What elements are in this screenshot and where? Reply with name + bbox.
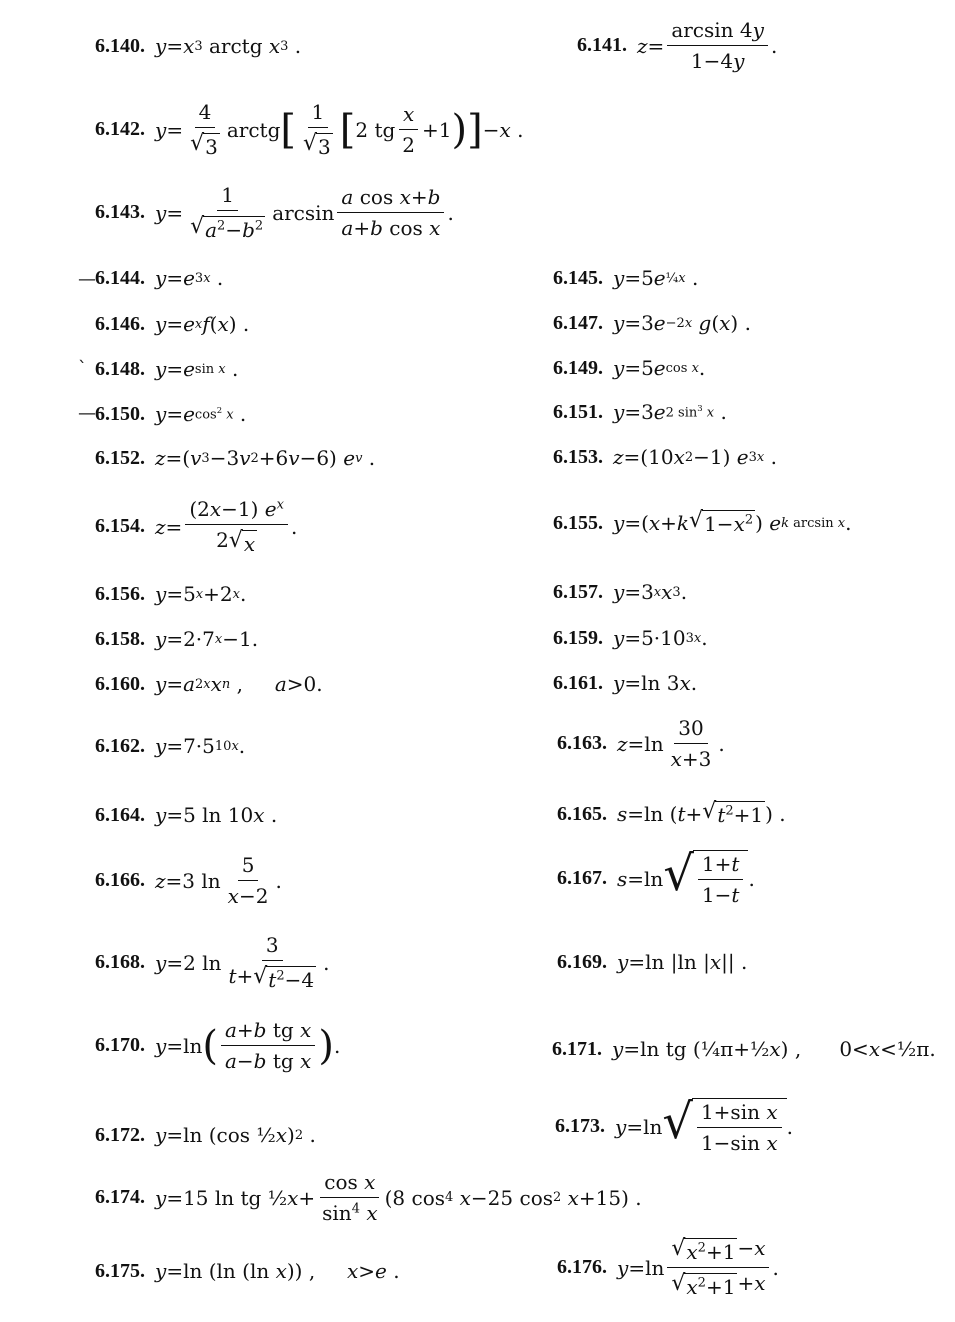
- problem-number: 6.173.: [555, 1115, 605, 1137]
- problem-number: 6.158.: [95, 627, 145, 650]
- problem-6-165: 6.165. s =ln ( t + √ $t^2+1$ ) .: [557, 799, 786, 827]
- problem-6-160: 6.160. y = a 2x x n , a >0.: [95, 672, 323, 696]
- problem-6-148: 6.148. y = e sin x .: [95, 357, 239, 381]
- problem-6-154: 6.154. z = (2x−1) $e^x$ 2 √ x .: [95, 497, 298, 556]
- problem-number: 6.156.: [95, 582, 145, 605]
- problem-number: 6.176.: [557, 1256, 607, 1278]
- problem-6-142: 6.142. y = 4 √ 3 arctg [ 1 √ 3 [ 2 tg $\frac{x}{2}$ +1 ) ] − x .: [95, 100, 524, 159]
- problem-6-147: 6.147. y =3 e −2x g ( x ) .: [553, 311, 751, 335]
- problem-number: 6.162.: [95, 734, 145, 757]
- problem-6-151: 6.151. y =3 e 2 $\sin^3 x$ .: [553, 400, 727, 424]
- problem-6-144: 6.144. y = e 3x .: [95, 266, 224, 290]
- problem-6-159: 6.159. y =5·10 3x .: [553, 626, 708, 650]
- problem-number: 6.165.: [557, 802, 607, 825]
- problem-number: 6.166.: [95, 869, 145, 891]
- problem-6-143: 6.143. y = 1 √ $a^2-b^2$ arcsin $\frac{\text{a cos x+b}}{\text{a+b cos x}}$ .: [95, 183, 454, 242]
- problem-number: 6.172.: [95, 1123, 145, 1146]
- problem-6-164: 6.164. y =5 ln 10 x .: [95, 803, 278, 827]
- problem-number: 6.171.: [552, 1037, 602, 1060]
- problem-6-161: 6.161. y =ln 3 x .: [553, 671, 698, 695]
- pencil-mark-icon: —: [78, 403, 96, 424]
- problem-6-141: 6.141. z = $\frac{\arcsin 4y}{1-4y}$ .: [577, 18, 778, 73]
- problem-number: 6.174.: [95, 1186, 145, 1208]
- problem-6-150: 6.150. y = e $\cos^2 x$ .: [95, 402, 247, 426]
- problem-6-166: 6.166. z =3 ln $\frac{5}{x-2}$ .: [95, 853, 282, 908]
- problem-6-175: 6.175. y =ln (ln (ln x )) , x > e .: [95, 1259, 400, 1283]
- problem-6-163: 6.163. z =ln $\frac{30}{x+3}$ .: [557, 716, 725, 771]
- problem-number: 6.154.: [95, 515, 145, 537]
- problem-6-173: 6.173. y =ln √ $\frac{\text{1+sin x}}{\text{1−sin x}}$ .: [555, 1094, 793, 1155]
- problem-number: 6.148.: [95, 357, 145, 380]
- problem-number: 6.164.: [95, 803, 145, 826]
- problem-number: 6.160.: [95, 672, 145, 695]
- problem-6-140: 6.140. y = x 3 arctg x 3 .: [95, 34, 302, 58]
- problem-6-156: 6.156. y =5 x +2 x .: [95, 582, 247, 606]
- problem-number: 6.157.: [553, 580, 603, 603]
- problem-number: 6.163.: [557, 732, 607, 754]
- problem-number: 6.152.: [95, 446, 145, 469]
- problem-number: 6.155.: [553, 511, 603, 534]
- problem-number: 6.151.: [553, 400, 603, 423]
- problem-number: 6.167.: [557, 867, 607, 889]
- problem-number: 6.150.: [95, 402, 145, 425]
- problem-6-155: 6.155. y =( x + k √ $1-x^2$ ) e k arcsin x .: [553, 508, 852, 536]
- problem-6-158: 6.158. y =2·7 x −1.: [95, 627, 259, 651]
- problem-6-169: 6.169. y =ln |ln | x || .: [557, 950, 748, 974]
- problem-number: 6.141.: [577, 34, 627, 56]
- problem-6-171: 6.171. y =ln tg (¼π+½ x ) , 0< x <½π.: [552, 1037, 936, 1061]
- problem-number: 6.146.: [95, 312, 145, 335]
- problem-number: 6.175.: [95, 1259, 145, 1282]
- problem-number: 6.169.: [557, 950, 607, 973]
- problem-6-172: 6.172. y =ln (cos ½ x ) 2 .: [95, 1123, 316, 1147]
- pencil-mark-icon: —: [78, 269, 96, 290]
- problem-6-170: 6.170. y =ln ( $\frac{\text{a+b tg x}}{\text{a−b tg x}}$ ) .: [95, 1018, 341, 1073]
- problem-6-174: 6.174. y =15 ln tg ½ x + $\frac{\text{cos x}}{\sin^4 x}$ (8 cos 4 x −25 cos 2 x +15) .: [95, 1170, 642, 1225]
- problem-6-153: 6.153. z =(10 x 2 −1) e 3x .: [553, 445, 777, 469]
- problem-6-146: 6.146. y = e x f ( x ) .: [95, 312, 250, 336]
- problem-6-149: 6.149. y =5 e cos x .: [553, 356, 706, 380]
- problem-number: 6.149.: [553, 356, 603, 379]
- problem-number: 6.144.: [95, 266, 145, 289]
- problem-number: 6.147.: [553, 311, 603, 334]
- problem-number: 6.161.: [553, 671, 603, 694]
- pencil-mark-icon: ˋ: [78, 358, 87, 379]
- problem-number: 6.159.: [553, 626, 603, 649]
- problem-6-168: 6.168. y =2 ln 3 t+ √ $t^2-4$ .: [95, 933, 330, 992]
- problem-number: 6.145.: [553, 266, 603, 289]
- problem-6-167: 6.167. s =ln √ $\frac{1+t}{1-t}$ .: [557, 846, 755, 907]
- problem-number: 6.143.: [95, 201, 145, 223]
- problem-6-176: 6.176. y =ln √ $x^2+1$ −x √ $x^2+1$ +x .: [557, 1236, 779, 1299]
- problem-6-152: 6.152. z =( v 3 −3 v 2 +6 v −6) e v .: [95, 446, 376, 470]
- problem-number: 6.170.: [95, 1034, 145, 1056]
- problem-6-157: 6.157. y =3 x x 3 .: [553, 580, 688, 604]
- problem-number: 6.142.: [95, 118, 145, 140]
- problem-number: 6.140.: [95, 34, 145, 57]
- problem-6-145: 6.145. y =5 e ¼x .: [553, 266, 699, 290]
- problem-6-162: 6.162. y =7·5 10x .: [95, 734, 246, 758]
- problem-number: 6.168.: [95, 951, 145, 973]
- problem-number: 6.153.: [553, 445, 603, 468]
